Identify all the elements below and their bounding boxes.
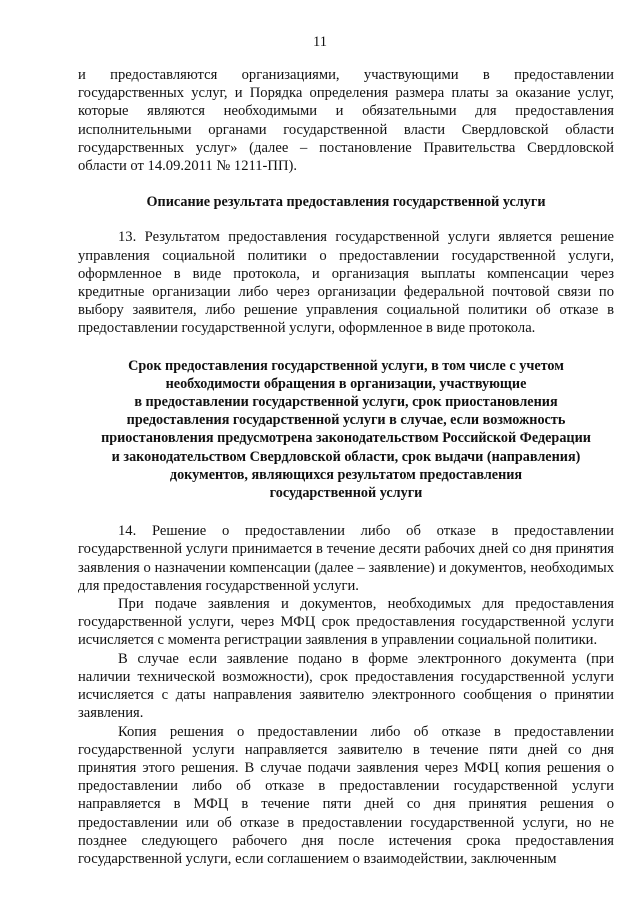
paragraph-copy: Копия решения о предоставлении либо об отказе в предоставлении государственной услуги направляется заявителю в течение пяти дней со дня принятия этого решения. В случае подачи заявления через МФЦ копия решения о предоставлении либо об отказе в предоставлении государственной услуги направляется в МФЦ в течение пяти дней со дня принятия решения о предоставлении или об отказе в предоставлении государственной услуги, но не позднее следующего рабочего дня после истечения срока предоставления государственной услуги, если соглашением о взаимодействии, заключенным bbox=[78, 723, 614, 867]
section-heading-terms bbox=[78, 357, 614, 503]
heading-line: и законодательством Свердловской области, срок выдачи (направления) bbox=[111, 448, 581, 465]
heading-line: в предоставлении государственной услуги, срок приостановления bbox=[134, 394, 558, 411]
paragraph-electronic: В случае если заявление подано в форме электронного документа (при наличии технической возможности), срок предоставления государственной услуги исчисляется с даты направления заявителю электронного сообщения о принятии заявления. bbox=[78, 650, 614, 722]
heading-line: приостановления предусмотрена законодательством Российской Федерации bbox=[101, 430, 591, 447]
paragraph-13: 13. Результатом предоставления государственной услуги является решение управления социальной политики о предоставлении государственной услуги, оформленное в виде протокола, и организация выплаты компенсации через кредитные организации либо через организации федеральной почтовой связи по выбору заявителя, либо решение управления социальной политики об отказе в предоставлении государственной услуги, оформленное в виде протокола. bbox=[78, 229, 614, 337]
paragraph-14: 14. Решение о предоставлении либо об отказе в предоставлении государственной услуги принимается в течение десяти рабочих дней со дня принятия заявления о назначении компенсации (далее – заявление) и документов, необходимых для предоставления государственной услуги. bbox=[78, 523, 614, 594]
page-number: 11 bbox=[313, 34, 327, 50]
heading-line: предоставления государственной услуги в случае, если возможность bbox=[126, 412, 566, 429]
document-body bbox=[78, 66, 614, 868]
heading-line: государственной услуги bbox=[269, 485, 423, 502]
heading-line: необходимости обращения в организации, участвующие bbox=[165, 375, 527, 392]
section-heading-result: Описание результата предоставления государственной услуги bbox=[146, 194, 546, 211]
heading-line: Срок предоставления государственной услуги, в том числе с учетом bbox=[128, 357, 564, 374]
intro-paragraph: и предоставляются организациями, участвующими в предоставлении государственных услуг, и Порядка определения размера платы за оказание услуг, которые являются необходимыми и обязательными для предоставления исполнительными органами государственной власти Свердловской области государственных услуг» (далее – постановление Правительства Свердловской области от 14.09.2011 № 1211-ПП). bbox=[78, 67, 614, 175]
heading-line: документов, являющихся результатом предоставления bbox=[169, 466, 523, 483]
paragraph-mfc: При подаче заявления и документов, необходимых для предоставления государственной услуги, через МФЦ срок предоставления государственной услуги исчисляется с момента регистрации заявления в управлении социальной политики. bbox=[78, 596, 614, 649]
